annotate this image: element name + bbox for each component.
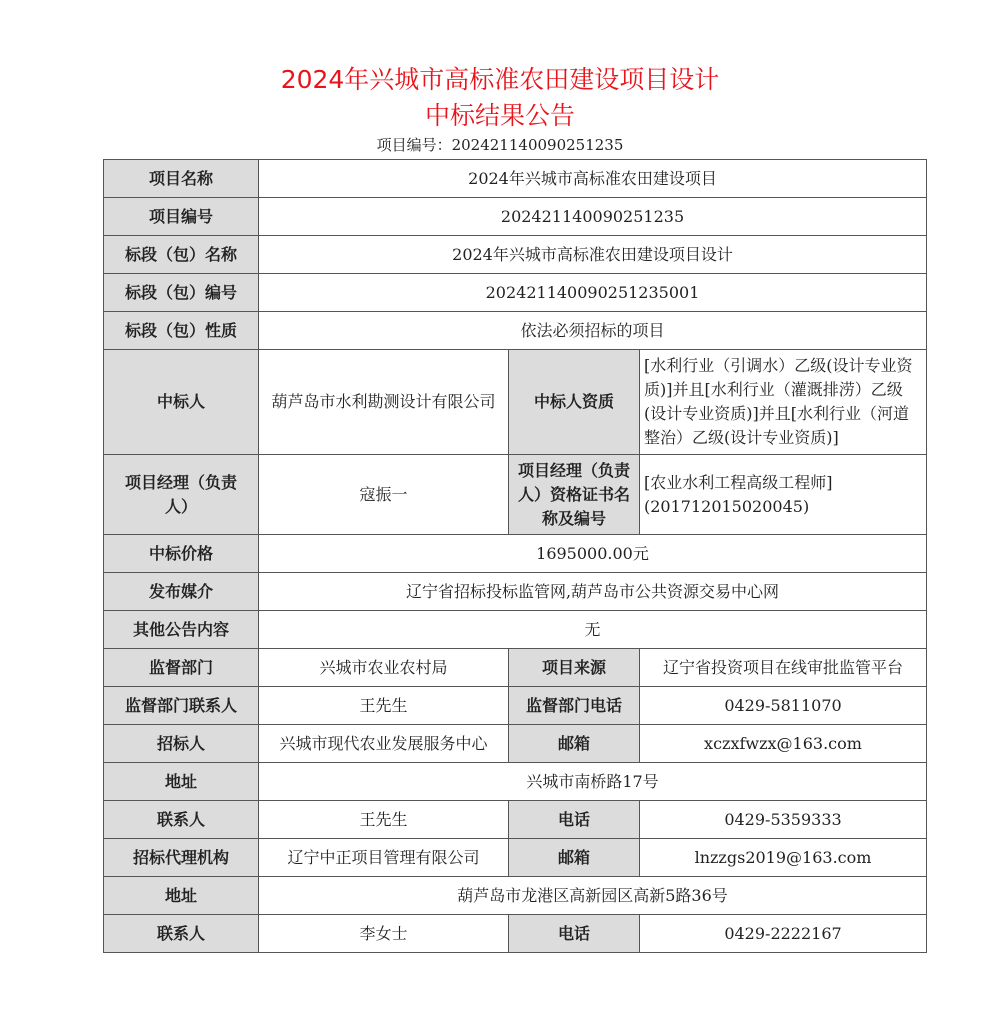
page-title-line-2: 中标结果公告 (424, 101, 575, 130)
value-agency-email: lnzzgs2019@163.com (640, 839, 927, 877)
label-tenderer-email: 邮箱 (509, 725, 640, 763)
page-title-line-1: 2024年兴城市高标准农田建设项目设计 (280, 65, 720, 94)
value-supervisor-contact: 王先生 (259, 687, 509, 725)
label-tenderer: 招标人 (104, 725, 259, 763)
label-agency-phone: 电话 (509, 915, 640, 953)
label-project-manager: 项目经理（负责人） (104, 455, 259, 535)
label-agency-address: 地址 (104, 877, 259, 915)
value-agency-address: 葫芦岛市龙港区高新园区高新5路36号 (259, 877, 927, 915)
value-lot-code: 202421140090251235001 (259, 274, 927, 312)
value-price: 1695000.00元 (259, 535, 927, 573)
table-row (104, 839, 927, 877)
value-agency-contact: 李女士 (259, 915, 509, 953)
table-row (104, 763, 927, 801)
value-project-source: 辽宁省投资项目在线审批监管平台 (640, 649, 927, 687)
table-row (104, 160, 927, 198)
label-lot-name: 标段（包）名称 (104, 236, 259, 274)
table-row (104, 915, 927, 953)
table-row (104, 687, 927, 725)
value-tenderer: 兴城市现代农业发展服务中心 (259, 725, 509, 763)
table-row (104, 312, 927, 350)
label-tenderer-phone: 电话 (509, 801, 640, 839)
label-project-name: 项目名称 (104, 160, 259, 198)
value-tenderer-address: 兴城市南桥路17号 (259, 763, 927, 801)
label-media: 发布媒介 (104, 573, 259, 611)
label-supervisor-phone: 监督部门电话 (509, 687, 640, 725)
value-agency-phone: 0429-2222167 (640, 915, 927, 953)
label-lot-nature: 标段（包）性质 (104, 312, 259, 350)
table-row (104, 236, 927, 274)
value-project-name: 2024年兴城市高标准农田建设项目 (259, 160, 927, 198)
table-row (104, 274, 927, 312)
value-winner: 葫芦岛市水利勘测设计有限公司 (259, 350, 509, 455)
label-tenderer-address: 地址 (104, 763, 259, 801)
value-tenderer-email: xczxfwzx@163.com (640, 725, 927, 763)
result-table (103, 159, 927, 953)
table-row (104, 649, 927, 687)
table-row (104, 198, 927, 236)
value-project-manager: 寇振一 (259, 455, 509, 535)
value-lot-name: 2024年兴城市高标准农田建设项目设计 (259, 236, 927, 274)
table-row (104, 455, 927, 535)
table-row (104, 877, 927, 915)
label-agency-contact: 联系人 (104, 915, 259, 953)
label-tenderer-contact: 联系人 (104, 801, 259, 839)
label-manager-certificate: 项目经理（负责人）资格证书名称及编号 (509, 455, 640, 535)
value-winner-qualification: [水利行业（引调水）乙级(设计专业资质)]并且[水利行业（灌溉排涝）乙级(设计专业资质)]并且[水利行业（河道整治）乙级(设计专业资质)] (640, 350, 927, 455)
project-number-line: 项目编号：202421140090251235 (376, 136, 624, 154)
value-other: 无 (259, 611, 927, 649)
value-supervisor: 兴城市农业农村局 (259, 649, 509, 687)
value-lot-nature: 依法必须招标的项目 (259, 312, 927, 350)
label-price: 中标价格 (104, 535, 259, 573)
value-supervisor-phone: 0429-5811070 (640, 687, 927, 725)
table-row (104, 611, 927, 649)
value-project-code: 202421140090251235 (259, 198, 927, 236)
label-other: 其他公告内容 (104, 611, 259, 649)
label-agency: 招标代理机构 (104, 839, 259, 877)
label-lot-code: 标段（包）编号 (104, 274, 259, 312)
value-tenderer-phone: 0429-5359333 (640, 801, 927, 839)
value-manager-certificate: [农业水利工程高级工程师](201712015020045) (640, 455, 927, 535)
value-agency: 辽宁中正项目管理有限公司 (259, 839, 509, 877)
label-supervisor: 监督部门 (104, 649, 259, 687)
label-agency-email: 邮箱 (509, 839, 640, 877)
label-project-code: 项目编号 (104, 198, 259, 236)
table-row (104, 535, 927, 573)
label-supervisor-contact: 监督部门联系人 (104, 687, 259, 725)
label-project-source: 项目来源 (509, 649, 640, 687)
table-row (104, 725, 927, 763)
label-winner: 中标人 (104, 350, 259, 455)
value-tenderer-contact: 王先生 (259, 801, 509, 839)
table-row (104, 350, 927, 455)
table-row (104, 573, 927, 611)
label-winner-qualification: 中标人资质 (509, 350, 640, 455)
table-row (104, 801, 927, 839)
value-media: 辽宁省招标投标监管网,葫芦岛市公共资源交易中心网 (259, 573, 927, 611)
